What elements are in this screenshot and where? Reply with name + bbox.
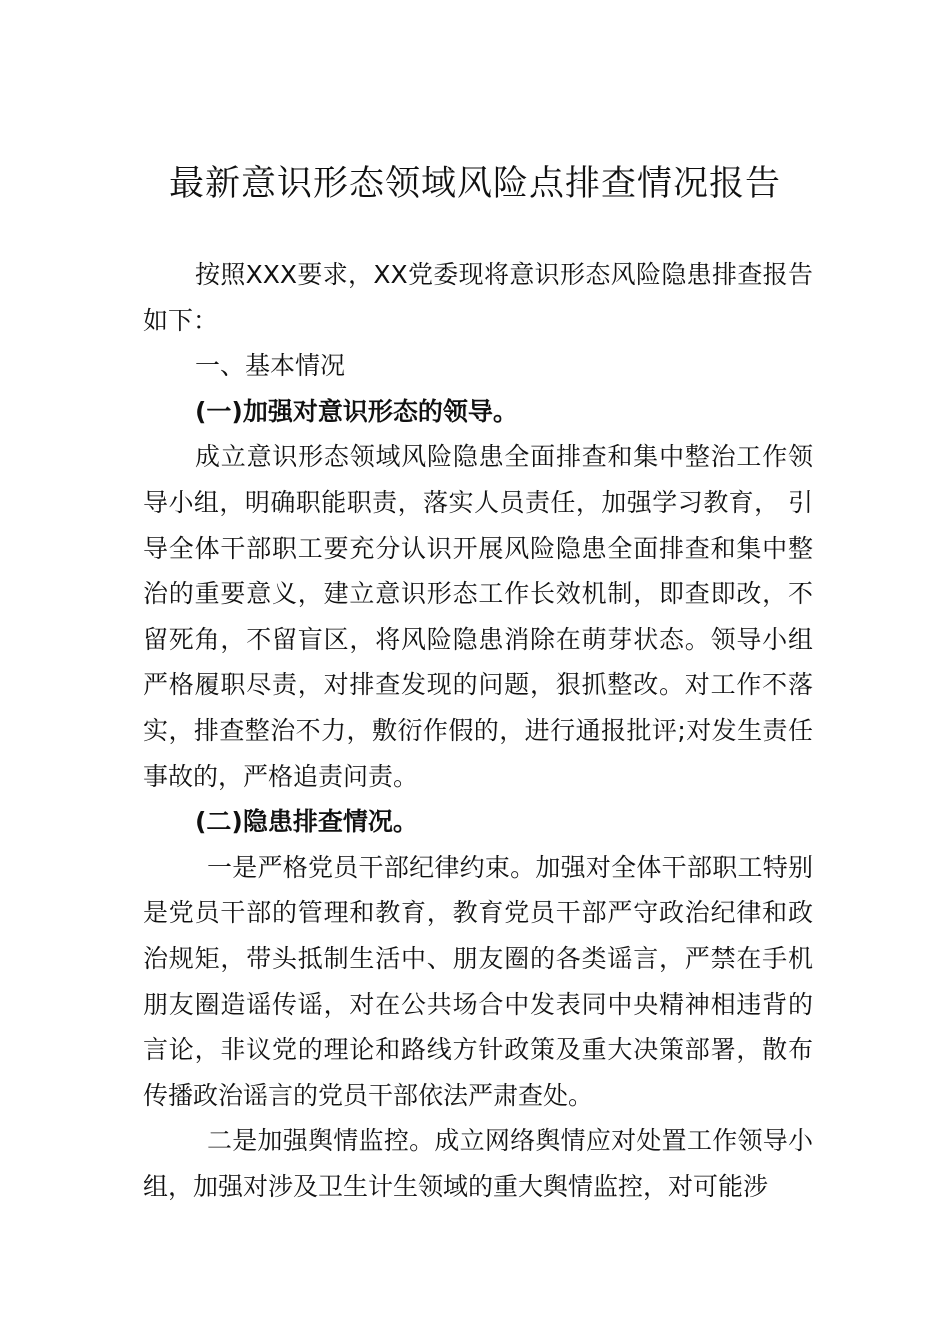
document-title: 最新意识形态领域风险点排查情况报告 xyxy=(168,164,781,204)
intro-paragraph: 按照XXX要求，XX党委现将意识形态风险隐患排查报告如下： xyxy=(143,260,813,335)
subsection-heading-risk-screening: (二)隐患排查情况。 xyxy=(195,807,418,837)
subsection-heading-leadership: (一)加强对意识形态的领导。 xyxy=(195,396,518,426)
public-opinion-paragraph: 二是加强舆情监控。成立网络舆情应对处置工作领导小组，加强对涉及卫生计生领域的重大舆情监控，对可能涉 xyxy=(143,1126,813,1201)
leadership-paragraph: 成立意识形态领域风险隐患全面排查和集中整治工作领导小组，明确职能职责，落实人员责任，加强学习教育， 引导全体干部职工要充分认识开展风险隐患全面排查和集中整治的重要意义，建立意识形态工作长效机制，即查即改，不留死角，不留盲区，将风险隐患消除在萌芽状态。领导小组严格履职尽责，对排查发现的问题，狠抓整改。对工作不落实，排查整治不力，敷衍作假的，进行通报批评;对发生责任事故的，严格追责问责。 xyxy=(143,442,813,791)
document-body xyxy=(143,252,813,1209)
section-heading-basic-situation: 一、基本情况 xyxy=(195,351,346,381)
discipline-paragraph: 一是严格党员干部纪律约束。加强对全体干部职工特别是党员干部的管理和教育，教育党员干部严守政治纪律和政治规矩，带头抵制生活中、朋友圈的各类谣言，严禁在手机朋友圈造谣传谣，对在公共场合中发表同中央精神相违背的言论，非议党的理论和路线方针政策及重大决策部署，散布传播政治谣言的党员干部依法严肃查处。 xyxy=(143,852,813,1110)
